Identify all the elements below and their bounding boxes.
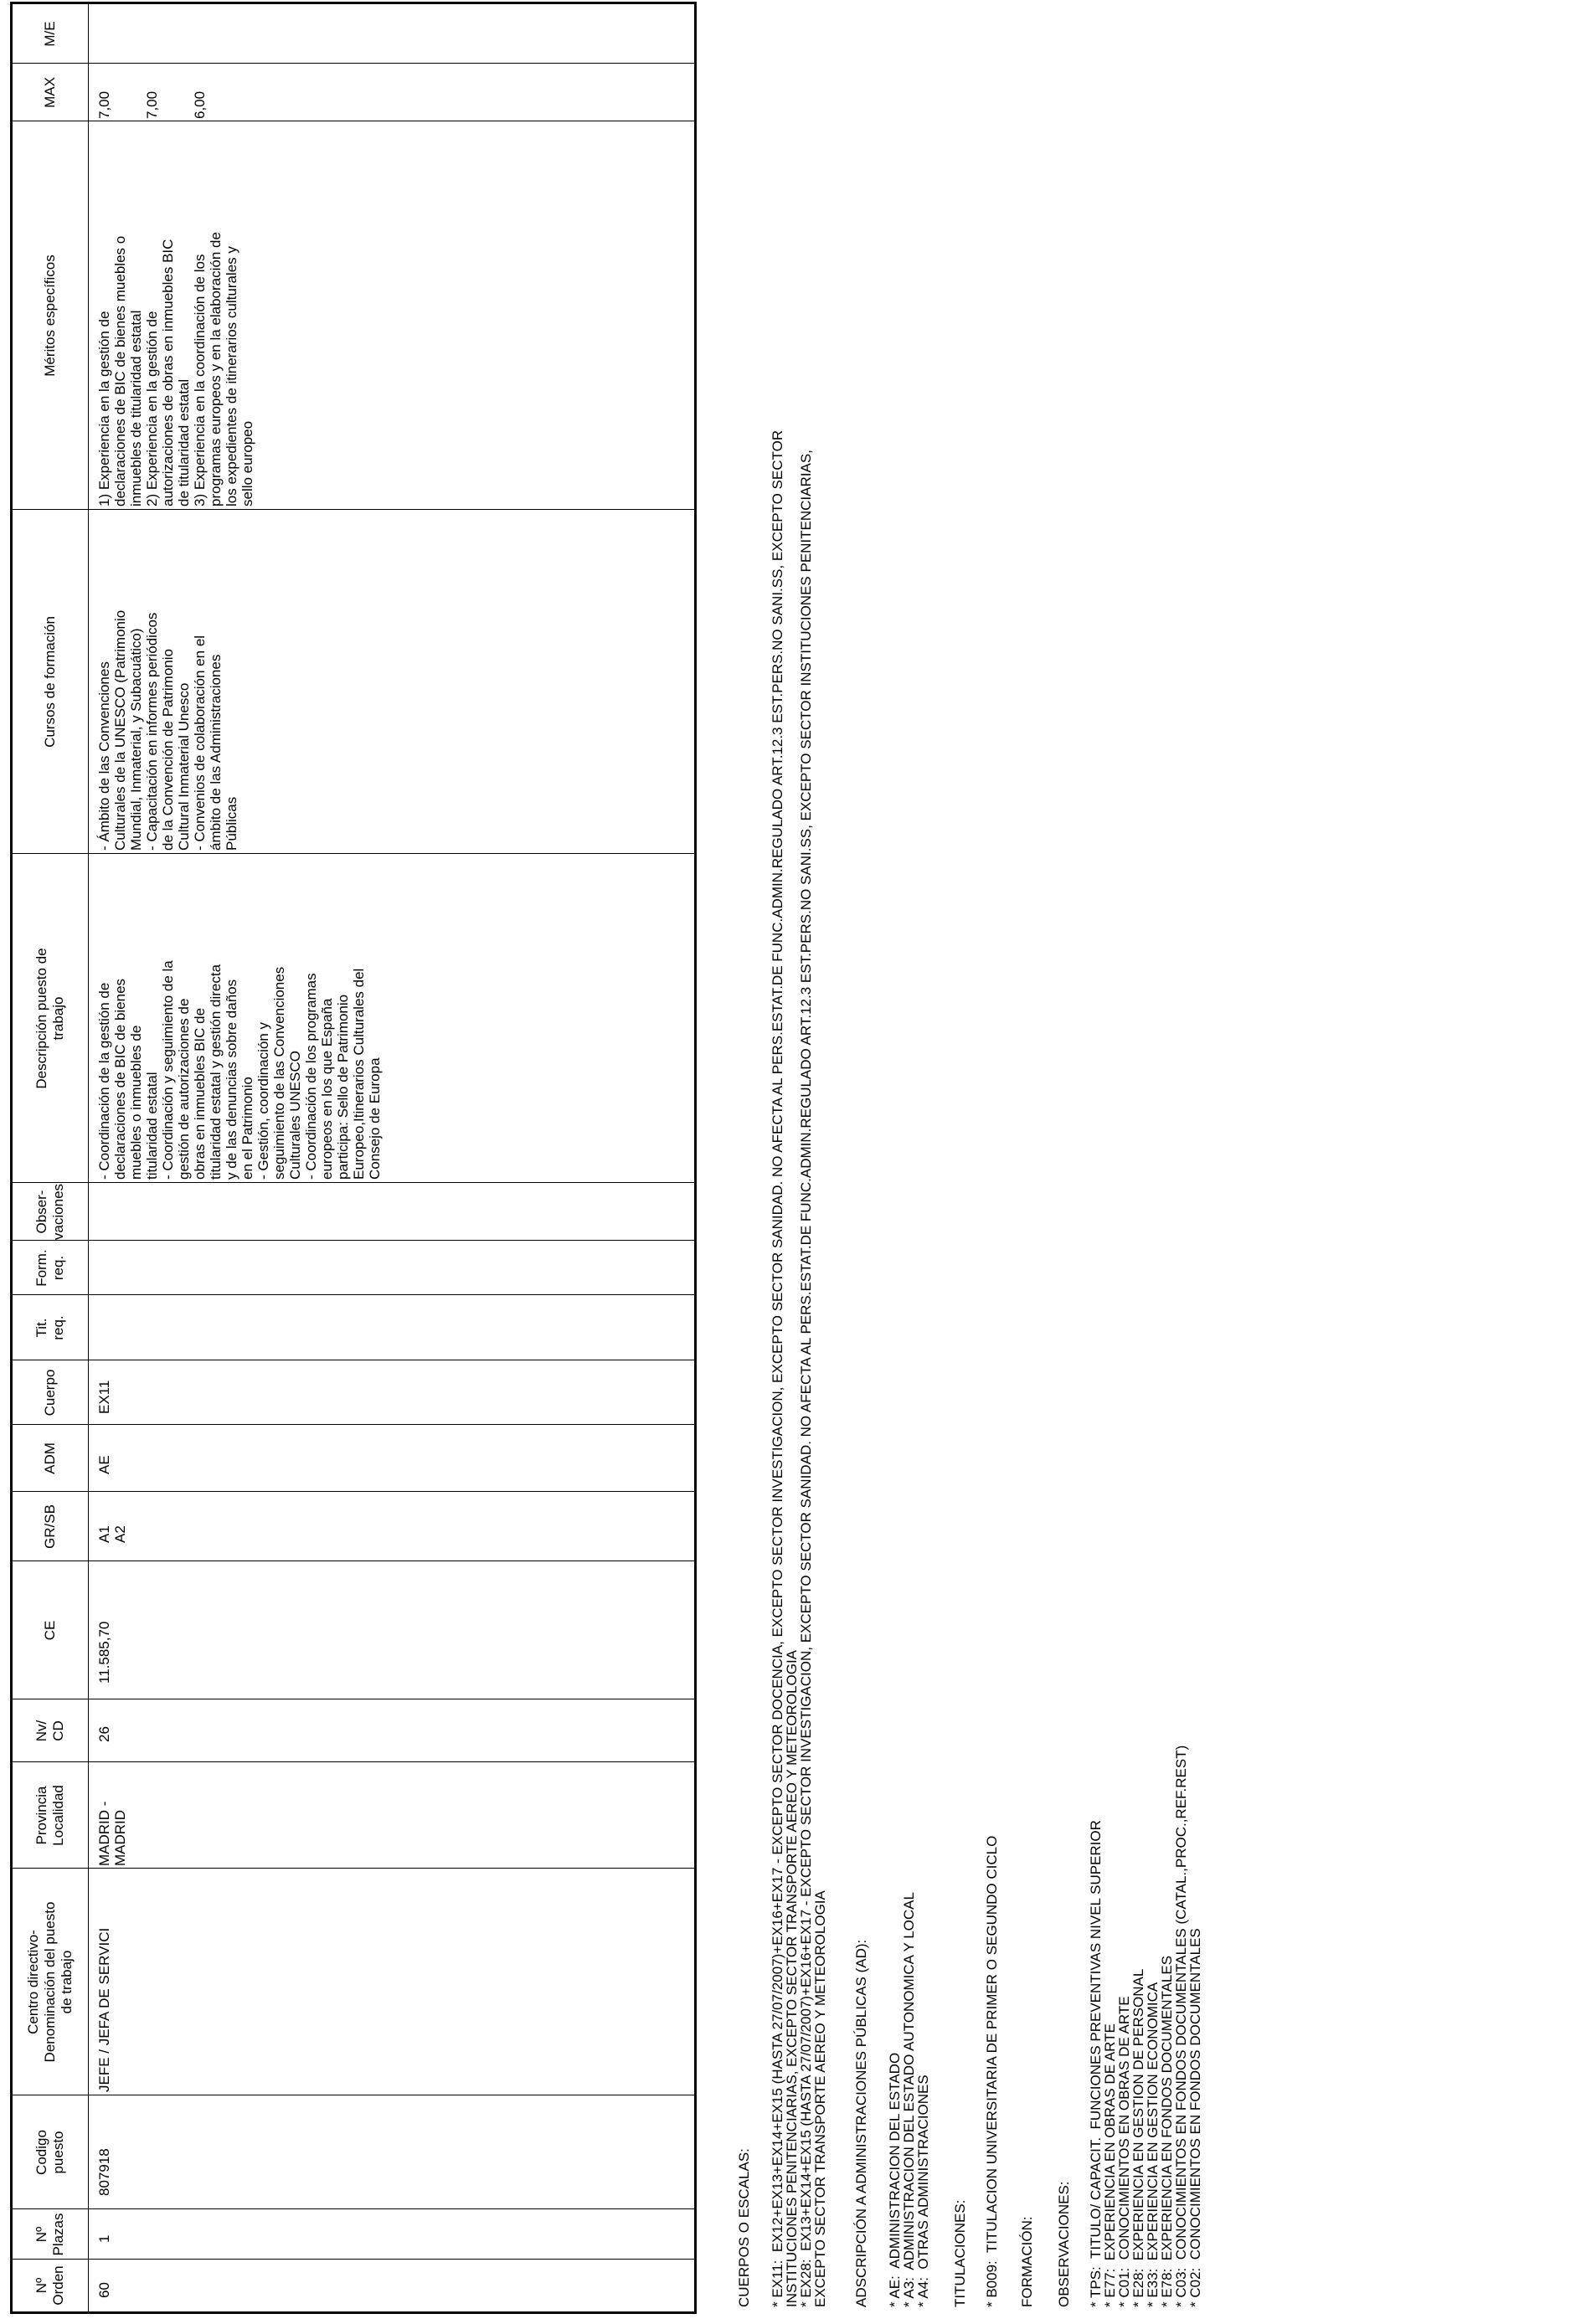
cell-cursos: - Ámbito de las Convenciones Culturales de la UNESCO (Patrimonio Mundial, Inmaterial, y Subacuático) - Capacitación en informes periódicos de la Convención de Patrimonio Cultural Inmaterial Unesco - Convenios de colaboración en el ámbito de las Administraciones Públicas xyxy=(96,609,239,851)
header-descripcion: Descripción puesto de trabajo xyxy=(33,948,66,1089)
header-meritos: Méritos específicos xyxy=(42,255,58,377)
header-ce: CE xyxy=(42,1620,58,1641)
col-divider xyxy=(13,1240,694,1241)
observaciones-text: * TPS: TITULO/ CAPACIT. FUNCIONES PREVENTIVAS NIVEL SUPERIOR * E77: EXPERIENCIA EN OBRAS DE ARTE * C01: CONOCIMIENTOS EN OBRAS DE ARTE * E28: EXPERIENCIA EN GESTION DE PERSONAL * E33: EXPERIENCIA EN GESTION ECONOMICA * E78: EXPERIENCIA EN FONDOS DOCUMENTALES * C03: CONOCIMIENTOS EN FONDOS DOCUMENTALES (CATAL.,PROC.,REF.REST) * C02: CONOCIMIENTOS EN FONDOS DOCUMENTALES xyxy=(1088,1745,1203,2307)
positions-table xyxy=(10,2,697,2314)
header-grupo: GR/SB xyxy=(42,1504,58,1549)
header-adm: ADM xyxy=(42,1442,58,1474)
header-cursos: Cursos de formación xyxy=(42,616,58,748)
cell-nivel: 26 xyxy=(96,1726,112,1742)
cell-codigo: 807918 xyxy=(96,2148,112,2196)
col-divider xyxy=(13,1868,694,1869)
observaciones-title: OBSERVACIONES: xyxy=(1056,2181,1072,2307)
cell-meritos: 1) Experiencia en la gestión de declaraciones de BIC de bienes muebles o inmuebles de titularidad estatal 2) Experiencia en la gestión de autorizaciones de obras en inmuebles BIC de titularidad estatal 3) Experiencia en la coordinación de los programas europeos y en la elaboración de los expedientes de itinerarios culturales y sello europeo xyxy=(96,232,255,506)
cell-max-2: 7,00 xyxy=(144,90,160,119)
cell-plazas: 1 xyxy=(96,2234,112,2243)
adscripcion-text: * AE: ADMINISTRACION DEL ESTADO * A3: ADMINISTRACION DEL ESTADO AUTONOMICA Y LOCAL * A4: OTRAS ADMINISTRACIONES xyxy=(887,1892,931,2307)
header-cuerpo: Cuerpo xyxy=(42,1369,58,1417)
adscripcion-title: ADSCRIPCIÓN A ADMINISTRACIONES PÚBLICAS (AD): xyxy=(853,1939,869,2307)
col-divider xyxy=(13,1761,694,1762)
col-divider xyxy=(13,509,694,510)
cell-ce: 11.585,70 xyxy=(96,1621,112,1684)
header-provincia: Provincia Localidad xyxy=(33,1785,66,1846)
header-centro: Centro directivo- Denominación del puesto de trabajo xyxy=(25,1901,75,2063)
cell-cuerpo: EX11 xyxy=(96,1380,112,1414)
cell-max-1: 7,00 xyxy=(96,90,112,119)
cuerpos-text: * EX11: EX12+EX13+EX14+EX15 (HASTA 27/07/2007)+EX16+EX17 - EXCEPTO SECTOR DOCENCIA, EXCEPTO SECTOR INVESTIGACION, EXCEPTO SECTOR SANIDAD. NO AFECTA AL PERS.ESTAT.DE FUNC.ADMIN.REGULADO ART.12.3 EST.PERS.NO SANI.SS, EXCEPTO SECTOR INSTITUCIONES PENITENCIARIAS, EXCEPTO SECTOR TRANSPORTE AEREO Y METEOROLOGIA * EX28: EX13+EX14+EX15 (HASTA 27/07/2007)+EX16+EX17 - EXCEPTO SECTOR INVESTIGACION, EXCEPTO SECTOR SANIDAD. NO AFECTA AL PERS.ESTAT.DE FUNC.ADMIN.REGULADO ART.12.3 EST.PERS.NO SANI.SS, EXCEPTO SECTOR INSTITUCIONES PENITENCIARIAS, EXCEPTO SECTOR TRANSPORTE AEREO Y METEOROLOGIA xyxy=(770,429,828,2307)
header-formacion: Form. req. xyxy=(33,1249,66,1287)
col-divider xyxy=(13,1560,694,1561)
header-max: MAX xyxy=(42,77,58,108)
header-titulacion: Tit. req. xyxy=(33,1315,66,1340)
header-nivel: Nv/ CD xyxy=(33,1720,66,1742)
col-divider xyxy=(13,1294,694,1295)
cuerpos-title: CUERPOS O ESCALAS: xyxy=(736,2148,752,2307)
titulaciones-text: * B009: TITULACION UNIVERSITARIA DE PRIMER O SEGUNDO CICLO xyxy=(984,1835,1000,2307)
cell-adm: AE xyxy=(96,1455,112,1474)
col-divider xyxy=(13,2208,694,2209)
col-divider xyxy=(13,1424,694,1425)
cell-max-3: 6,00 xyxy=(192,90,208,119)
col-divider xyxy=(13,1491,694,1492)
cell-provincia: MADRID - MADRID xyxy=(96,1801,128,1866)
header-divider xyxy=(88,4,89,2311)
header-orden: Nº Orden xyxy=(33,2265,66,2306)
cell-grupo: A1 A2 xyxy=(96,1525,128,1543)
cell-orden: 60 xyxy=(96,2282,112,2298)
col-divider xyxy=(13,63,694,64)
header-observaciones: Obser- vaciones xyxy=(33,1183,66,1241)
titulaciones-title: TITULACIONES: xyxy=(952,2199,968,2307)
cell-centro: JEFE / JEFA DE SERVICI xyxy=(96,1927,112,2092)
col-divider xyxy=(13,853,694,854)
formacion-title: FORMACIÓN: xyxy=(1019,2216,1035,2307)
header-codigo: Codigo puesto xyxy=(33,2130,66,2175)
header-plazas: Nº Plazas xyxy=(33,2213,66,2256)
cell-descripcion: - Coordinación de la gestión de declaraciones de BIC de bienes muebles o inmuebles de titularidad estatal - Coordinación y seguimiento de la gestión de autorizaciones de obras en inmuebles BIC de titularidad estatal y gestión directa y de las denuncias sobre daños en el Patrimonio - Gestión, coordinación y seguimiento de las Convenciones Culturales UNESCO - Coordinación de los programas europeos en los que España participa: Sello de Patrimonio Europeo,Itinerarios Culturales del Consejo de Europa xyxy=(96,960,383,1180)
col-divider xyxy=(13,1182,694,1183)
header-me: M/E xyxy=(42,21,58,47)
col-divider xyxy=(13,2259,694,2260)
